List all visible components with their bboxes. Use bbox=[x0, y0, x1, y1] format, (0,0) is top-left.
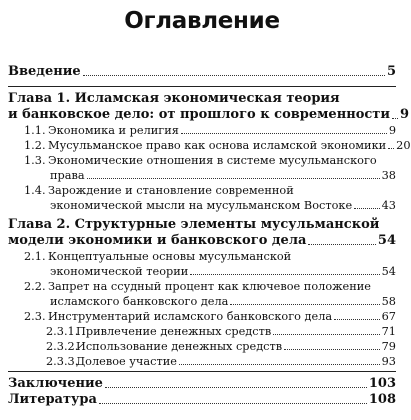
section-label: Экономика и религия bbox=[48, 124, 179, 137]
toc-page-number: 67 bbox=[381, 310, 396, 323]
subsection-number: 2.3.1. bbox=[46, 325, 79, 338]
subsection-number: 2.3.3. bbox=[46, 355, 79, 368]
page-title: Оглавление bbox=[124, 8, 280, 34]
toc-page-number: 93 bbox=[381, 355, 396, 368]
section-label-cont: экономической мысли на мусульманском Востоке bbox=[50, 199, 353, 212]
toc-chapter-2[interactable] bbox=[8, 217, 396, 249]
dot-leader bbox=[388, 147, 394, 149]
dot-leader bbox=[190, 273, 379, 275]
toc-section-2-2[interactable] bbox=[8, 279, 396, 309]
subsection-number: 2.3.2. bbox=[46, 340, 79, 353]
section-label: Экономические отношения в системе мусульманского bbox=[48, 154, 377, 167]
section-label-cont: права bbox=[50, 169, 85, 182]
toc-page-number: 9 bbox=[400, 107, 410, 122]
section-label-cont: экономической теории bbox=[50, 265, 189, 278]
toc-page-number: 54 bbox=[377, 233, 396, 248]
section-label: Запрет на ссудный процент как ключевое положение bbox=[48, 280, 371, 293]
separator-line bbox=[8, 371, 396, 372]
toc-entry-label: Введение bbox=[8, 64, 81, 79]
table-of-contents bbox=[8, 64, 411, 408]
section-number: 2.3. bbox=[24, 310, 46, 323]
dot-leader bbox=[87, 177, 380, 179]
dot-leader bbox=[308, 243, 375, 245]
toc-entry-conclusion[interactable] bbox=[8, 376, 396, 392]
dot-leader bbox=[273, 333, 379, 335]
dot-leader bbox=[83, 74, 385, 76]
toc-section-2-3[interactable] bbox=[8, 309, 396, 324]
toc-page-number: 58 bbox=[381, 295, 396, 308]
section-label: Инструментарий исламского банковского дела bbox=[48, 310, 333, 323]
section-number: 1.3. bbox=[24, 154, 46, 167]
toc-page-number: 20 bbox=[396, 139, 411, 152]
section-label: Концептуальные основы мусульманской bbox=[48, 250, 292, 263]
dot-leader bbox=[181, 132, 387, 134]
separator-line bbox=[8, 86, 396, 87]
section-label-cont: исламского банковского дела bbox=[50, 295, 229, 308]
subsection-label: Использование денежных средств bbox=[76, 340, 283, 353]
dot-leader bbox=[179, 363, 380, 365]
section-number: 1.4. bbox=[24, 184, 46, 197]
toc-entry-label: Заключение bbox=[8, 376, 103, 391]
toc-subsection-2-3-1[interactable] bbox=[8, 324, 396, 339]
chapter-title-line: и банковское дело: от прошлого к современности bbox=[8, 107, 391, 122]
subsection-label: Привлечение денежных средств bbox=[76, 325, 272, 338]
section-number: 1.1. bbox=[24, 124, 46, 137]
toc-page-number: 38 bbox=[381, 169, 396, 182]
section-number: 2.2. bbox=[24, 280, 46, 293]
toc-page-number: 5 bbox=[386, 64, 396, 79]
toc-subsection-2-3-2[interactable] bbox=[8, 339, 396, 354]
chapter-title-line: Глава 1. Исламская экономическая теория bbox=[8, 91, 340, 106]
toc-page-number: 54 bbox=[381, 265, 396, 278]
dot-leader bbox=[99, 402, 367, 404]
toc-section-1-3[interactable] bbox=[8, 153, 396, 183]
toc-page-number: 103 bbox=[368, 376, 396, 391]
dot-leader bbox=[354, 207, 379, 209]
dot-leader bbox=[284, 348, 380, 350]
toc-entry-intro[interactable] bbox=[8, 64, 396, 80]
subsection-label: Долевое участие bbox=[76, 355, 177, 368]
dot-leader bbox=[230, 303, 379, 305]
toc-page-number: 43 bbox=[381, 199, 396, 212]
dot-leader bbox=[392, 117, 398, 119]
dot-leader bbox=[105, 386, 367, 388]
toc-subsection-2-3-3[interactable] bbox=[8, 354, 396, 369]
section-label: Зарождение и становление современной bbox=[48, 184, 294, 197]
section-label: Мусульманское право как основа исламской экономики bbox=[48, 139, 387, 152]
dot-leader bbox=[334, 318, 380, 320]
toc-section-1-2[interactable] bbox=[8, 138, 411, 153]
chapter-title-line: Глава 2. Структурные элементы мусульманской bbox=[8, 217, 380, 232]
toc-chapter-1[interactable] bbox=[8, 91, 410, 123]
section-number: 2.1. bbox=[24, 250, 46, 263]
toc-entry-label: Литература bbox=[8, 392, 97, 407]
section-number: 1.2. bbox=[24, 139, 46, 152]
toc-page-number: 108 bbox=[368, 392, 396, 407]
chapter-title-line: модели экономики и банковского дела bbox=[8, 233, 307, 248]
toc-section-2-1[interactable] bbox=[8, 249, 396, 279]
toc-page-number: 71 bbox=[381, 325, 396, 338]
toc-page-number: 79 bbox=[381, 340, 396, 353]
toc-page-number: 9 bbox=[388, 124, 396, 137]
toc-section-1-4[interactable] bbox=[8, 183, 396, 213]
toc-entry-literature[interactable] bbox=[8, 392, 396, 408]
toc-section-1-1[interactable] bbox=[8, 123, 396, 138]
